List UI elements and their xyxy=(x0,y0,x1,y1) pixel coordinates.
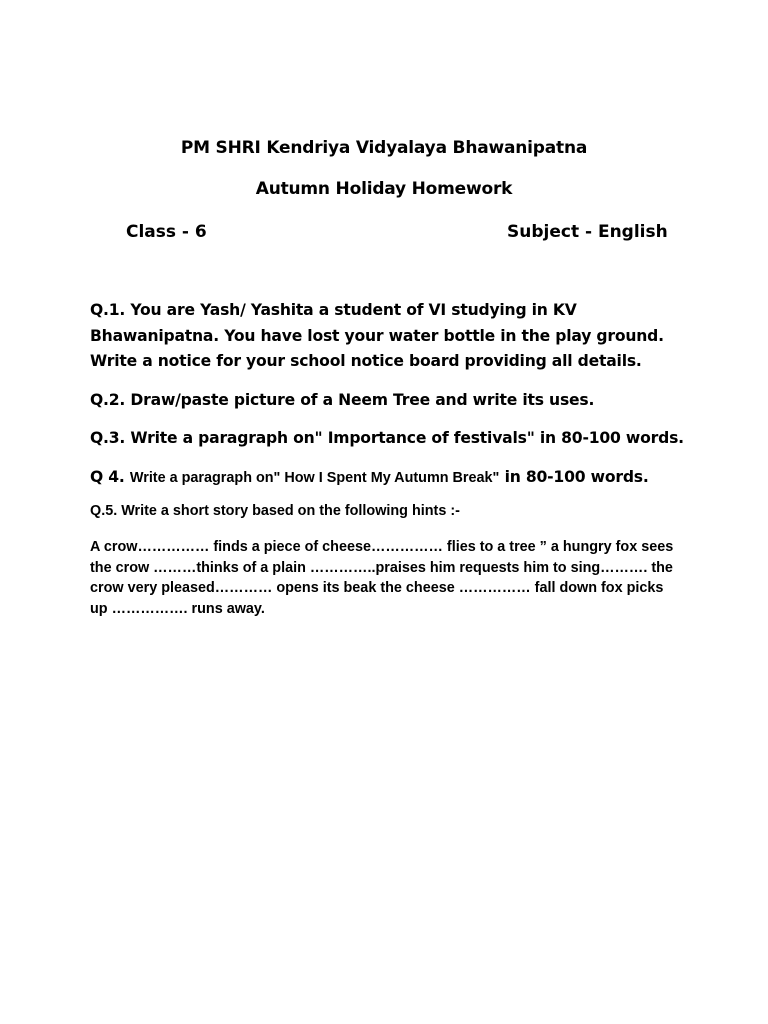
question-4-text: Write a paragraph on" How I Spent My Autumn Break" xyxy=(129,470,500,486)
question-4 xyxy=(90,465,690,492)
school-name: PM SHRI Kendriya Vidyalaya Bhawanipatna xyxy=(180,138,588,158)
question-4-number: Q 4. xyxy=(90,468,130,486)
question-4-tail: in 80-100 words. xyxy=(499,468,649,486)
homework-title: Autumn Holiday Homework xyxy=(255,179,513,199)
question-2: Q.2. Draw/paste picture of a Neem Tree and write its uses. xyxy=(90,391,595,409)
question-3: Q.3. Write a paragraph on" Importance of festivals" in 80-100 words. xyxy=(90,429,684,447)
story-hints: A crow…………… finds a piece of cheese…………… flies to a tree ” a hungry fox sees the crow ………thinks of a plain …………..praises him requests him to sing………. the crow very pleased………… opens its beak the cheese …………… fall down fox picks up ……………. runs away. xyxy=(90,539,674,617)
subject-label: Subject - English xyxy=(507,222,668,242)
question-1: Q.1. You are Yash/ Yashita a student of VI studying in KV Bhawanipatna. You have lost your water bottle in the play ground. Write a notice for your school notice board providing all details. xyxy=(90,301,664,370)
class-label: Class - 6 xyxy=(126,222,207,242)
question-5: Q.5. Write a short story based on the following hints :- xyxy=(90,503,460,519)
